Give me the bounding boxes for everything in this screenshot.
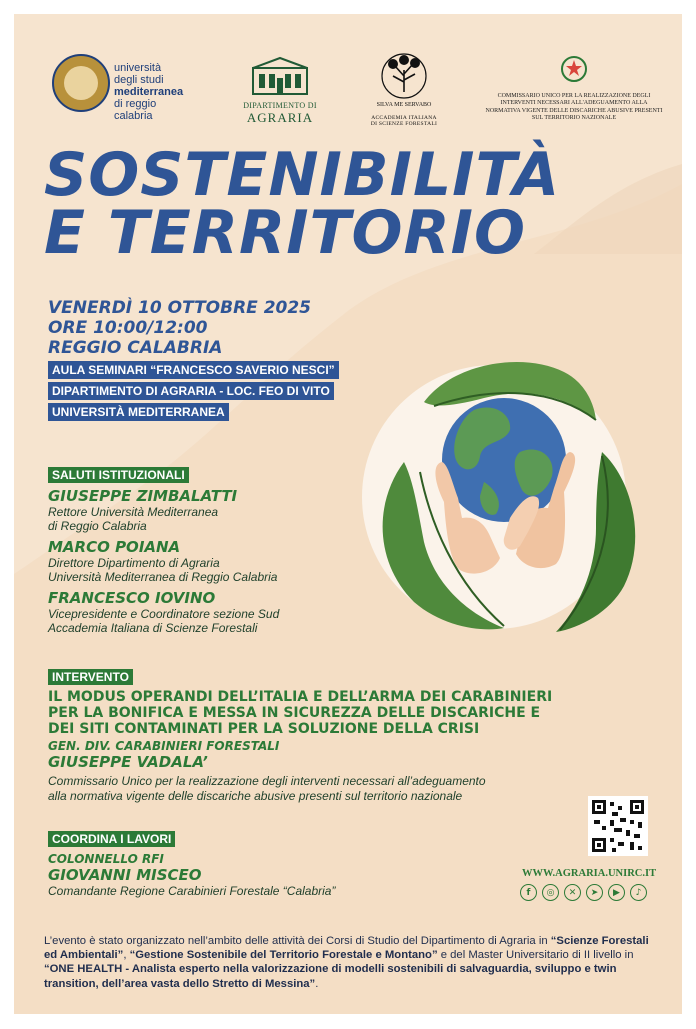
agraria-line1: DIPARTIMENTO DI <box>243 101 317 110</box>
website-link[interactable]: WWW.AGRARIA.UNIRC.IT <box>522 868 657 879</box>
event-city: REGGIO CALABRIA <box>48 338 223 358</box>
agraria-logo <box>240 56 320 126</box>
commissario-text: COMMISSARIO UNICO PER LA REALIZZAZIONE DEGLI INTERVENTI NECESSARI ALL'ADEGUAMENTO ALLA NORMATIVA VIGENTE DELLE DISCARICHE ABUSIVE PRESENTI SUL TERRITORIO NAZIONALE <box>485 93 663 122</box>
speaker-name-1: GIUSEPPE ZIMBALATTI <box>48 487 238 505</box>
commissario-logo <box>484 54 664 123</box>
tiktok-icon[interactable]: ♪ <box>630 884 647 901</box>
facebook-icon[interactable]: f <box>520 884 537 901</box>
intervento-desc-1: Commissario Unico per la realizzazione degli interventi necessari all’adeguamento <box>48 774 486 788</box>
unirc-line3: mediterranea <box>114 86 184 98</box>
globe-hands-illustration <box>334 332 664 652</box>
coordina-name: GIOVANNI MISCEO <box>48 866 202 884</box>
poster <box>14 14 682 1014</box>
italian-emblem-icon <box>560 54 588 84</box>
telegram-icon[interactable]: ➤ <box>586 884 603 901</box>
coordina-section <box>48 830 335 898</box>
speaker-role-1a: Rettore Università Mediterranea <box>48 505 219 519</box>
unirc-line2: degli studi <box>114 74 164 86</box>
venue-tag-2: DIPARTIMENTO DI AGRARIA - LOC. FEO DI VITO <box>48 382 334 400</box>
speaker-role-2a: Direttore Dipartimento di Agraria <box>48 556 220 570</box>
unirc-line1: università <box>114 62 162 74</box>
intervento-title-1: IL MODUS OPERANDI DELL’ITALIA E DELL’ARMA DEI CARABINIERI <box>48 689 553 705</box>
intervento-title-3: DEI SITI CONTAMINATI PER LA SOLUZIONE DELLA CRISI <box>48 721 480 737</box>
unirc-seal-logo <box>52 54 110 112</box>
x-icon[interactable]: ✕ <box>564 884 581 901</box>
footer-bold-1: “Scienze Forestali ed Ambientali” <box>44 935 649 962</box>
coordina-rank: COLONNELLO RFI <box>48 852 164 866</box>
venue-tag-3: UNIVERSITÀ MEDITERRANEA <box>48 403 229 421</box>
logo-row <box>14 40 682 130</box>
title-line1: SOSTENIBILITÀ <box>44 140 561 210</box>
accademia-line1: ACCADEMIA ITALIANA <box>371 115 437 121</box>
instagram-icon[interactable]: ◎ <box>542 884 559 901</box>
accademia-line2: DI SCIENZE FORESTALI <box>370 121 438 127</box>
intervento-rank: GEN. DIV. CARABINIERI FORESTALI <box>48 739 280 753</box>
speaker-name-2: MARCO POIANA <box>48 538 181 556</box>
speaker-role-1b: di Reggio Calabria <box>48 519 147 533</box>
intervento-speaker-name: GIUSEPPE VADALA’ <box>48 753 208 771</box>
intervento-desc-2: alla normativa vigente delle discariche abusive presenti sul territorio nazionale <box>48 789 463 803</box>
footer-bold-2: “Gestione Sostenibile del Territorio Forestale e Montano” <box>129 949 438 962</box>
event-details <box>48 298 339 424</box>
youtube-icon[interactable]: ▶ <box>608 884 625 901</box>
speaker-role-2b: Università Mediterranea di Reggio Calabria <box>48 570 278 584</box>
footer-part-2: , <box>123 949 130 962</box>
coordina-role: Comandante Regione Carabinieri Forestale “Calabria” <box>48 884 336 898</box>
event-date: VENERDÌ 10 OTTOBRE 2025 <box>48 298 312 318</box>
accademia-tree-seal-icon <box>373 52 435 110</box>
footer-part-1: L’evento è stato organizzato nell’ambito delle attività dei Corsi di Studio del Dipartimento di Agraria in <box>44 935 551 947</box>
saluti-section <box>48 466 279 635</box>
speaker-role-3a: Vicepresidente e Coordinatore sezione Sud <box>48 607 280 621</box>
intervento-section <box>48 668 552 804</box>
qr-code[interactable] <box>588 796 648 856</box>
speaker-name-3: FRANCESCO IOVINO <box>48 589 216 607</box>
social-icons <box>520 884 647 901</box>
saluti-tag: SALUTI ISTITUZIONALI <box>48 467 189 483</box>
agraria-building-icon <box>249 56 311 96</box>
footer-bold-3: “ONE HEALTH - Analista esperto nella valorizzazione di modelli sostenibili di salvaguardia, sviluppo e twin transition, dell’area vasta dello Stretto di Messina” <box>44 963 617 990</box>
title-line2: E TERRITORIO <box>44 198 526 268</box>
coordina-tag: COORDINA I LAVORI <box>48 831 175 847</box>
accademia-motto: SILVA ME SERVABO <box>376 102 432 108</box>
unirc-line5: calabria <box>114 110 153 122</box>
agraria-line2: AGRARIA <box>246 110 314 125</box>
footer-part-3: e del Master Universitario di II livello in <box>437 949 634 962</box>
footer-text <box>44 934 664 991</box>
unirc-logo-text <box>114 62 183 122</box>
event-time: ORE 10:00/12:00 <box>48 318 208 338</box>
accademia-logo <box>366 52 442 127</box>
speaker-role-3b: Accademia Italiana di Scienze Forestali <box>48 621 258 635</box>
venue-tag-1: AULA SEMINARI “FRANCESCO SAVERIO NESCI” <box>48 361 339 379</box>
footer-part-4: . <box>315 977 319 990</box>
unirc-line4: di reggio <box>114 98 157 110</box>
intervento-tag: INTERVENTO <box>48 669 133 685</box>
intervento-title-2: PER LA BONIFICA E MESSA IN SICUREZZA DELLE DISCARICHE E <box>48 705 541 721</box>
page-title <box>44 140 664 268</box>
